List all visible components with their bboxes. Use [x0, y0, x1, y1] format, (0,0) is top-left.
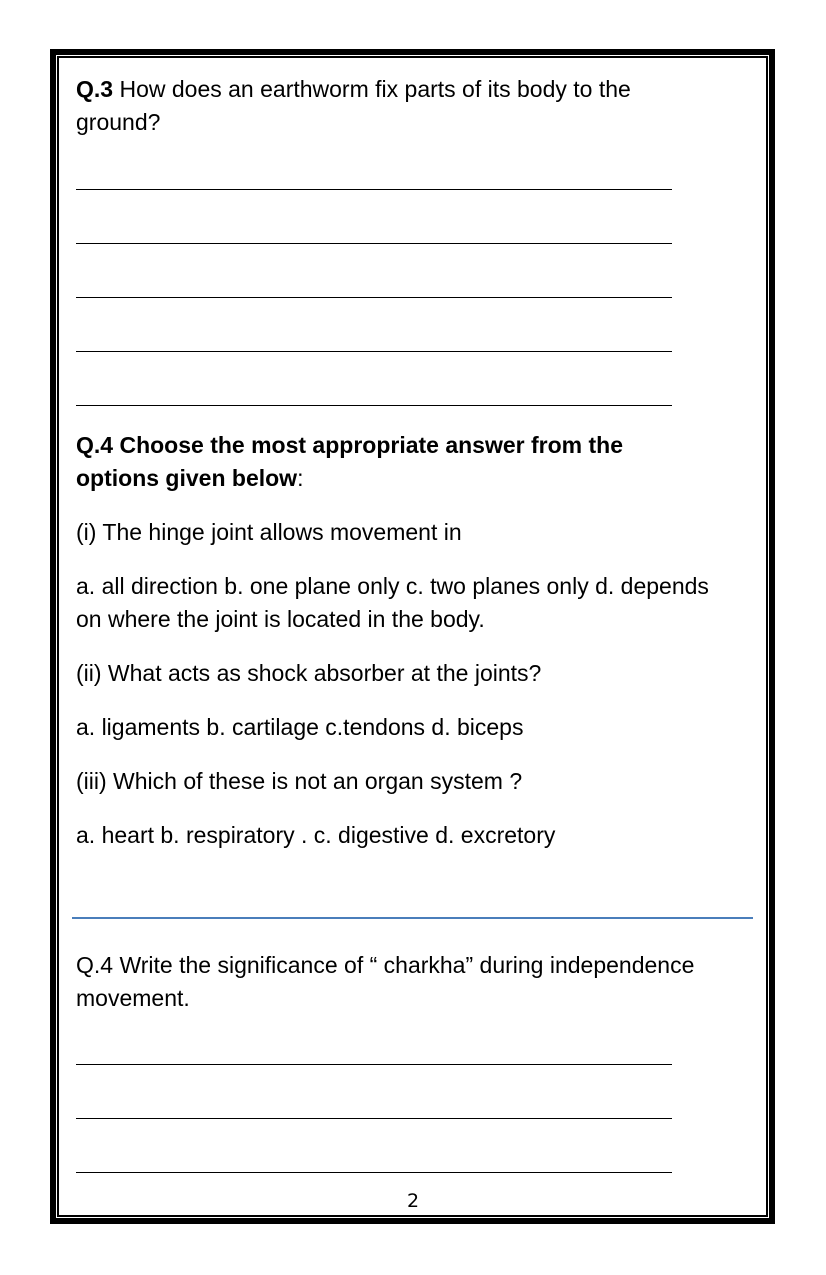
answer-line[interactable]	[76, 243, 672, 244]
answer-line[interactable]	[76, 297, 672, 298]
mcq-options-1: a. all direction b. one plane only c. two planes only d. depends on where the joint is located in the body.	[76, 573, 709, 632]
answer-line[interactable]	[76, 1064, 672, 1065]
answer-line[interactable]	[76, 1118, 672, 1119]
question-3-text: How does an earthworm fix parts of its body to the ground?	[76, 76, 631, 135]
mcq-question-2: (ii) What acts as shock absorber at the joints?	[76, 660, 542, 686]
question-4-written: Q.4 Write the significance of “ charkha” during independence movement.	[76, 952, 695, 1011]
answer-line[interactable]	[76, 189, 672, 190]
question-4-heading-colon: :	[297, 465, 304, 491]
question-3-label: Q.3	[76, 76, 114, 102]
answer-line[interactable]	[76, 405, 672, 406]
mcq-question-3: (iii) Which of these is not an organ system ?	[76, 768, 523, 794]
question-4-heading	[76, 429, 706, 495]
page-border-inner	[57, 56, 768, 1217]
question-3	[76, 73, 706, 139]
mcq-options-2: a. ligaments b. cartilage c.tendons d. biceps	[76, 714, 524, 740]
section-divider	[72, 917, 753, 919]
mcq-question-1: (i) The hinge joint allows movement in	[76, 519, 462, 545]
answer-line[interactable]	[76, 1172, 672, 1173]
mcq-options-3: a. heart b. respiratory . c. digestive d. excretory	[76, 822, 556, 848]
question-4-heading-text: Q.4 Choose the most appropriate answer from the options given below	[76, 432, 623, 491]
answer-line[interactable]	[76, 351, 672, 352]
page-number: 2	[406, 1190, 420, 1212]
